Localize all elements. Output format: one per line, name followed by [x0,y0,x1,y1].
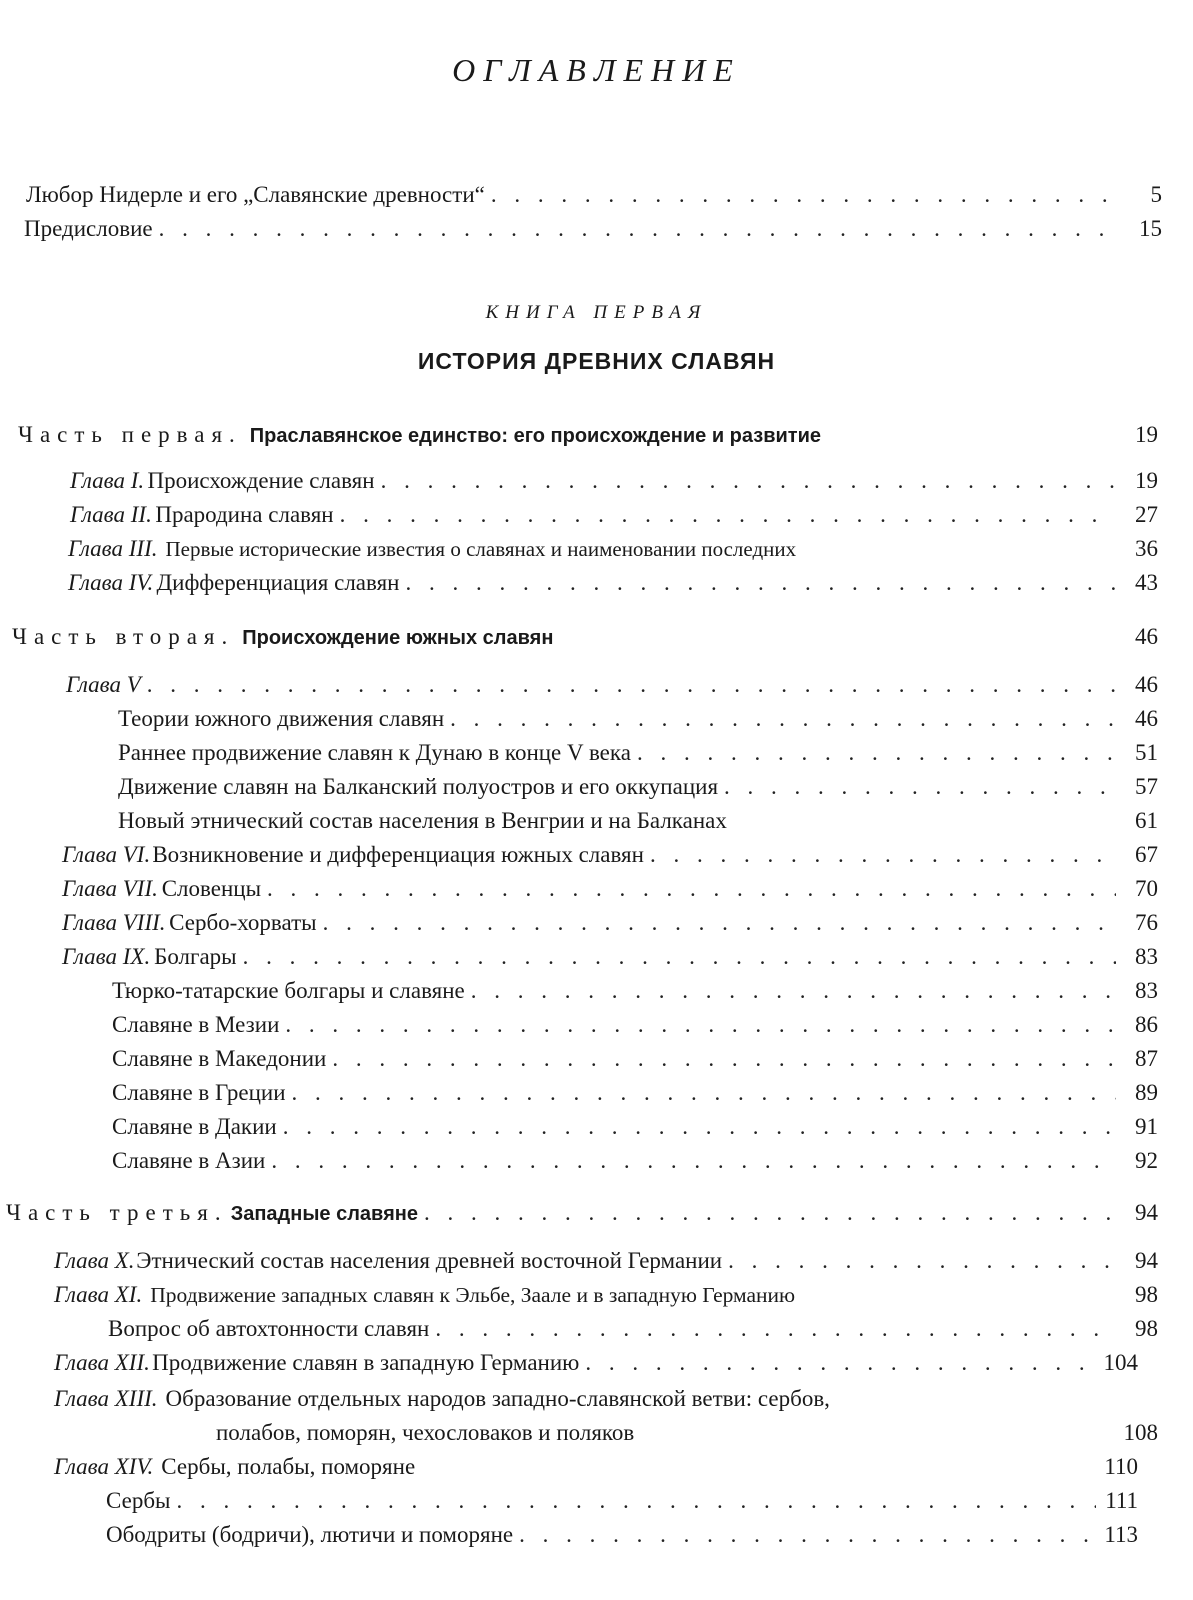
entry-text: Славяне в Македонии [112,1046,327,1071]
page-number: 91 [1135,1114,1158,1139]
chapter-label: Глава VI. [62,842,151,867]
entry-text: Предисловие [24,216,153,241]
chapter-label: Глава XI. [54,1282,143,1307]
page-number: 110 [1104,1454,1138,1479]
entry-text: Славяне в Греции [112,1080,286,1105]
entry-text: Прародина славян [155,502,334,527]
page-number: 19 [1135,422,1158,447]
dot-leader [405,568,1116,598]
toc-section-entry[interactable] [118,772,1158,802]
entry-text: Словенцы [161,876,262,901]
toc-section-entry[interactable] [112,1112,1158,1142]
page-number: 98 [1135,1316,1158,1341]
dot-leader [340,500,1116,530]
page-number: 87 [1135,1046,1158,1071]
entry-text: Дифференциация славян [156,570,400,595]
dot-leader [724,772,1116,802]
page-number: 83 [1135,944,1158,969]
toc-chapter-entry[interactable] [62,942,1158,972]
chapter-label: Глава IX. [62,944,151,969]
entry-text: полабов, поморян, чехословаков и поляков [216,1420,635,1445]
page-number: 92 [1135,1148,1158,1173]
entry-text: Раннее продвижение славян к Дунаю в конце V века [118,740,631,765]
dot-leader [637,738,1116,768]
entry-text: Возникновение и дифференциация южных славян [152,842,644,867]
page-number: 104 [1103,1350,1138,1375]
chapter-label: Глава I. [70,468,145,493]
toc-chapter-entry[interactable] [70,466,1158,496]
dot-leader [381,466,1116,496]
entry-text: Любор Нидерле и его „Славянские древности“ [26,182,485,207]
dot-leader [332,1044,1116,1074]
dot-leader [285,1010,1116,1040]
chapter-label: Глава XIII. [54,1386,158,1411]
entry-text: Славяне в Дакии [112,1114,277,1139]
dot-leader [650,840,1116,870]
dot-leader [243,942,1116,972]
toc-chapter-entry[interactable] [66,670,1158,700]
dot-leader [177,1486,1097,1516]
part-label: Часть вторая. [12,624,235,649]
entry-text: Славяне в Мезии [112,1012,280,1037]
toc-section-entry[interactable] [108,1314,1158,1344]
chapter-label: Глава IV. [68,570,154,595]
entry-text: Происхождение славян [147,468,375,493]
dot-leader [424,1198,1116,1228]
chapter-label: Глава XII. [54,1350,150,1375]
page-number: 113 [1104,1522,1138,1547]
part-title: Праславянское единство: его происхождение и развитие [249,425,822,447]
page-number: 86 [1135,1012,1158,1037]
page-number: 67 [1135,842,1158,867]
toc-section-entry[interactable] [118,704,1158,734]
chapter-label: Глава VIII. [62,910,166,935]
page-number: 111 [1105,1488,1138,1513]
toc-section-entry[interactable] [118,738,1158,768]
page-number: 46 [1135,624,1158,649]
part-heading-3[interactable] [6,1198,1158,1229]
toc-chapter-entry[interactable] [54,1384,1088,1414]
part-heading-2[interactable] [12,622,1158,653]
toc-entry-continuation[interactable] [216,1418,1158,1448]
page-number: 36 [1135,536,1158,561]
toc-chapter-entry[interactable] [68,568,1158,598]
entry-text: Славяне в Азии [112,1148,266,1173]
dot-leader [450,704,1116,734]
entry-text: Ободриты (бодричи), лютичи и поморяне [106,1522,514,1547]
dot-leader [585,1348,1096,1378]
toc-section-entry[interactable] [118,806,1158,836]
entry-text: Вопрос об автохтонности славян [108,1316,430,1341]
chapter-label: Глава VII. [62,876,158,901]
entry-text: Болгары [154,944,237,969]
page-number: 46 [1135,672,1158,697]
page-number: 51 [1135,740,1158,765]
page-number: 83 [1135,978,1158,1003]
toc-chapter-entry[interactable] [54,1348,1138,1378]
entry-text: Продвижение славян в западную Германию [152,1350,580,1375]
toc-section-entry[interactable] [106,1520,1138,1550]
page-number: 15 [1139,216,1162,241]
dot-leader [283,1112,1116,1142]
chapter-label: Глава II. [70,502,152,527]
page-number: 43 [1135,570,1158,595]
page-number: 76 [1135,910,1158,935]
page-number: 108 [1123,1420,1158,1445]
page-number: 94 [1135,1248,1158,1273]
page-title: ОГЛАВЛЕНИЕ [452,52,741,88]
toc-chapter-entry[interactable] [54,1452,1138,1482]
chapter-label: Глава XIV. [54,1454,154,1479]
part-label: Часть третья. [6,1200,228,1225]
page-number: 89 [1135,1080,1158,1105]
toc-chapter-entry[interactable] [62,874,1158,904]
dot-leader [471,976,1116,1006]
entry-text: Сербо-хорваты [169,910,317,935]
page-number: 70 [1135,876,1158,901]
toc-section-entry[interactable] [112,976,1158,1006]
toc-section-entry[interactable] [112,1010,1158,1040]
dot-leader [267,874,1116,904]
entry-text: Новый этнический состав населения в Венгрии и на Балканах [118,808,727,833]
page-number: 19 [1135,468,1158,493]
part-title: Западные славяне [230,1203,418,1225]
entry-text: Сербы, полабы, поморяне [161,1454,416,1479]
dot-leader [292,1078,1116,1108]
dot-leader [271,1146,1116,1176]
entry-text: Сербы [106,1488,171,1513]
toc-entry-introduction[interactable] [26,180,1162,210]
chapter-label: Глава V [66,672,141,697]
toc-chapter-entry[interactable] [62,908,1158,938]
chapter-label: Глава III. [68,536,158,561]
page-number: 57 [1135,774,1158,799]
chapter-label: Глава X. [54,1248,135,1273]
toc-section-entry[interactable] [112,1044,1158,1074]
toc-entry-preface[interactable] [24,214,1162,244]
dot-leader [728,1246,1116,1276]
book-title: ИСТОРИЯ ДРЕВНИХ СЛАВЯН [417,348,776,374]
toc-chapter-entry[interactable] [70,500,1158,530]
page-number: 5 [1150,182,1162,207]
toc-chapter-entry[interactable] [54,1280,1158,1310]
dot-leader [159,214,1120,244]
entry-text: Тюрко-татарские болгары и славяне [112,978,465,1003]
entry-text: Первые исторические известия о славянах и наименовании последних [165,537,797,561]
toc-chapter-entry[interactable] [54,1246,1158,1276]
entry-text: Теории южного движения славян [118,706,445,731]
toc-chapter-entry[interactable] [62,840,1158,870]
dot-leader [435,1314,1116,1344]
dot-leader [491,180,1120,210]
toc-section-entry[interactable] [106,1486,1138,1516]
dot-leader [323,908,1116,938]
page-number: 94 [1135,1200,1158,1225]
page-number: 27 [1135,502,1158,527]
dot-leader [519,1520,1096,1550]
toc-section-entry[interactable] [112,1146,1158,1176]
entry-text: Этнический состав населения древней восточной Германии [136,1248,723,1273]
page-number: 98 [1135,1282,1158,1307]
toc-section-entry[interactable] [112,1078,1158,1108]
part-heading-1[interactable] [18,420,1158,451]
page-number: 46 [1135,706,1158,731]
toc-chapter-entry[interactable] [68,534,1158,564]
part-label: Часть первая. [18,422,242,447]
page-number: 61 [1135,808,1158,833]
dot-leader [147,670,1116,700]
entry-text: Продвижение западных славян к Эльбе, Заале и в западную Германию [150,1283,796,1307]
book-label: КНИГА ПЕРВАЯ [485,302,708,323]
entry-text: Движение славян на Балканский полуостров и его оккупация [118,774,719,799]
entry-text: Образование отдельных народов западно-славянской ветви: сербов, [165,1386,830,1411]
part-title: Происхождение южных славян [242,627,554,649]
